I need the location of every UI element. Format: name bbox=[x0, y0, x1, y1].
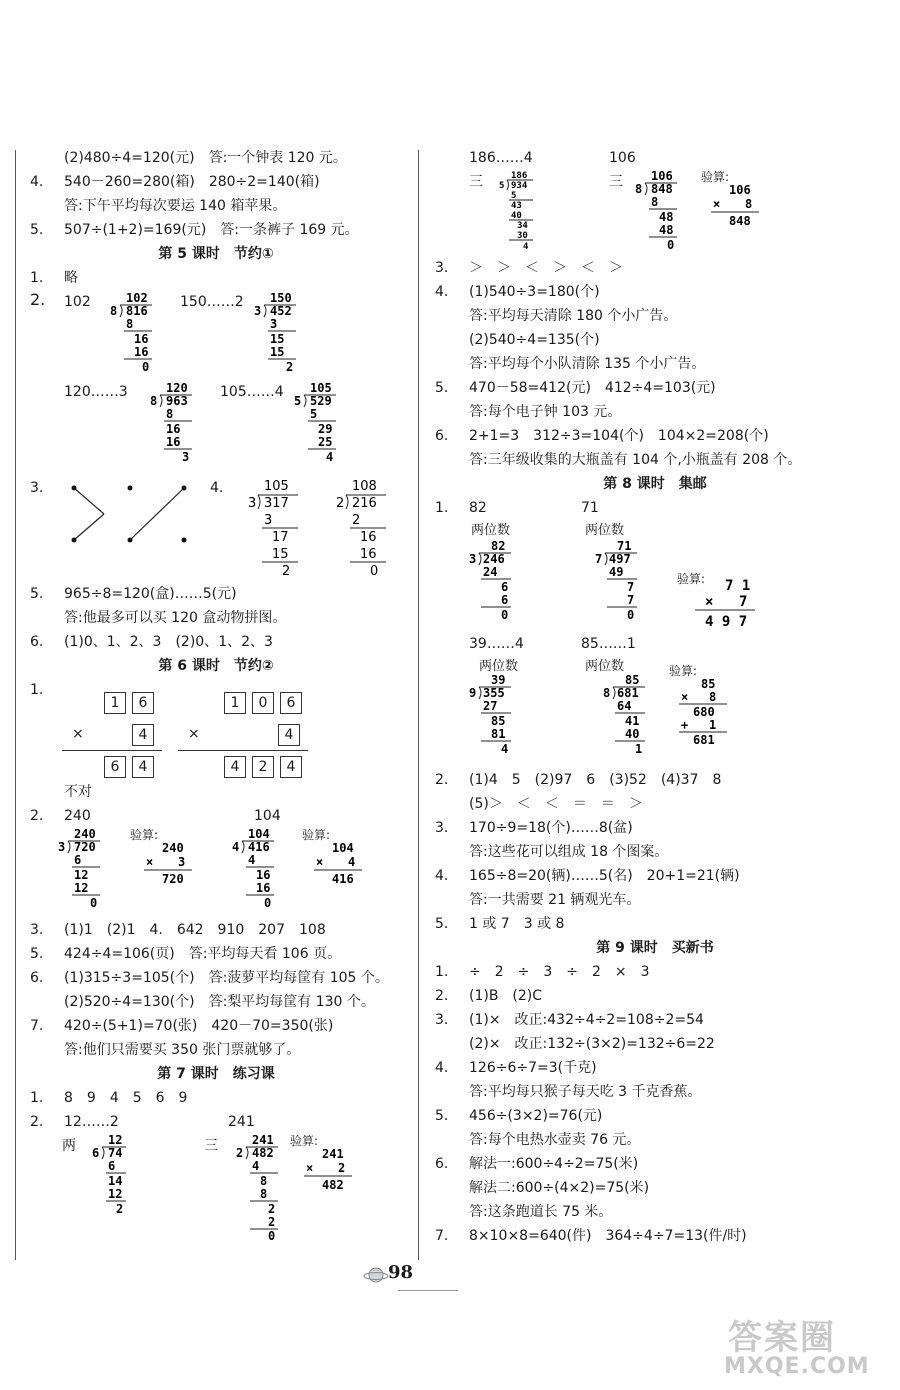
svg-text:102: 102 bbox=[126, 292, 148, 305]
division-check-block: 2. 12……2 241 两 12 6 74 6 14 12 2 三 241 2 482 4 8 8 2 2 0 验算: 241 × 2 482 bbox=[20, 1110, 412, 1242]
svg-text:680: 680 bbox=[693, 705, 715, 719]
check-multiplication bbox=[709, 182, 773, 232]
svg-text:3: 3 bbox=[248, 496, 257, 511]
digit-box: 4 bbox=[224, 756, 246, 778]
digit-box: 4 bbox=[132, 756, 154, 778]
svg-text:105: 105 bbox=[264, 479, 289, 494]
check-multiplication bbox=[689, 576, 761, 632]
svg-text:105: 105 bbox=[310, 382, 332, 395]
svg-text:8: 8 bbox=[150, 394, 158, 408]
svg-text:82: 82 bbox=[491, 540, 506, 553]
svg-text:355: 355 bbox=[483, 686, 505, 700]
svg-text:216: 216 bbox=[352, 496, 377, 511]
answer-line: 4. (1)540÷3=180(个) bbox=[435, 284, 600, 300]
svg-text:2: 2 bbox=[336, 496, 345, 511]
svg-text:8: 8 bbox=[745, 197, 753, 211]
digit-box: 4 bbox=[280, 756, 302, 778]
long-division-317-3 bbox=[246, 478, 326, 578]
long-division-720-3 bbox=[56, 828, 126, 916]
answer-line: 6. 2+1=3 312÷3=104(个) 104×2=208(个) bbox=[435, 428, 769, 444]
division-block: 186……4 106 三 186 5 934 5 43 40 34 30 4 三 106 8 848 8 48 48 0 验算: 106 × 8 848 bbox=[425, 146, 885, 256]
svg-text:2: 2 bbox=[338, 1161, 346, 1175]
svg-text:104: 104 bbox=[332, 841, 354, 855]
answer-line: 3. (1)1 (2)1 4. 642 910 207 108 bbox=[30, 922, 326, 938]
check-multiplication bbox=[312, 840, 376, 890]
svg-text:0: 0 bbox=[667, 238, 675, 252]
svg-text:934: 934 bbox=[511, 181, 528, 191]
svg-text:14: 14 bbox=[108, 1174, 123, 1188]
svg-text:4: 4 bbox=[232, 840, 240, 854]
svg-text:240: 240 bbox=[74, 828, 96, 841]
svg-text:48: 48 bbox=[659, 210, 674, 224]
svg-text:3: 3 bbox=[264, 513, 273, 528]
footer-rule bbox=[398, 1290, 458, 1291]
lesson-heading: 第 6 课时 节约② bbox=[158, 658, 274, 674]
svg-text:720: 720 bbox=[162, 872, 184, 886]
svg-text:15: 15 bbox=[272, 547, 289, 562]
matching-lines bbox=[64, 480, 204, 550]
long-division-246-3 bbox=[467, 540, 537, 630]
svg-text:8: 8 bbox=[709, 690, 717, 704]
answer-line: 4. 165÷8=20(辆)……5(名) 20+1=21(辆) bbox=[435, 868, 740, 884]
answer-line: (2)520÷4=130(个) 答:梨平均每筐有 130 个。 bbox=[64, 994, 375, 1010]
svg-text:120: 120 bbox=[166, 382, 188, 395]
answer-line: 答:他最多可以买 120 盒动物拼图。 bbox=[64, 610, 287, 626]
svg-text:16: 16 bbox=[360, 547, 377, 562]
svg-text:15: 15 bbox=[270, 332, 285, 346]
svg-text:482: 482 bbox=[322, 1178, 344, 1192]
svg-text:2: 2 bbox=[236, 1146, 244, 1160]
division-block: 2. 102 150……2 102 8 816 8 16 16 0 150 3 452 3 15 15 2 bbox=[20, 290, 412, 380]
svg-text:8: 8 bbox=[126, 317, 134, 331]
answer-line: 解法二:600÷(4×2)=75(米) bbox=[469, 1180, 650, 1196]
svg-text:5: 5 bbox=[294, 394, 302, 408]
answer-line: 3. 170÷9=18(个)……8(盆) bbox=[435, 820, 633, 836]
answer-line: 答:平均每个小队清除 135 个小广告。 bbox=[469, 356, 706, 372]
answer-line: 答:下午平均每次要运 140 箱苹果。 bbox=[64, 198, 287, 214]
svg-text:7: 7 bbox=[739, 594, 748, 610]
svg-text:0: 0 bbox=[501, 608, 509, 622]
svg-text:5: 5 bbox=[511, 191, 517, 201]
digit-box: 6 bbox=[104, 756, 126, 778]
svg-text:0: 0 bbox=[627, 608, 635, 622]
answer-line: (2)480÷4=120(元) 答:一个钟表 120 元。 bbox=[64, 150, 347, 166]
svg-text:40: 40 bbox=[625, 727, 640, 741]
box-row bbox=[104, 756, 154, 778]
digit-box: 6 bbox=[280, 692, 302, 714]
svg-text:5: 5 bbox=[499, 181, 505, 191]
check-multiplication bbox=[671, 678, 741, 764]
answer-line: 5. 424÷4=106(页) 答:平均每天看 106 页。 bbox=[30, 946, 342, 962]
svg-text:6: 6 bbox=[501, 580, 509, 594]
svg-text:×: × bbox=[146, 855, 154, 869]
svg-text:16: 16 bbox=[134, 345, 149, 359]
svg-text:0: 0 bbox=[90, 896, 98, 910]
svg-text:3: 3 bbox=[254, 304, 262, 318]
svg-text:2: 2 bbox=[352, 513, 361, 528]
box-row bbox=[132, 724, 154, 746]
long-division-355-9 bbox=[467, 674, 537, 764]
svg-text:1: 1 bbox=[709, 718, 717, 732]
box-row bbox=[224, 756, 302, 778]
svg-text:16: 16 bbox=[256, 868, 271, 882]
svg-text:106: 106 bbox=[729, 183, 751, 197]
svg-text:49: 49 bbox=[609, 565, 624, 579]
svg-text:3: 3 bbox=[178, 855, 186, 869]
svg-text:6: 6 bbox=[92, 1146, 100, 1160]
answer-line: 1. 略 bbox=[30, 270, 78, 286]
svg-text:8: 8 bbox=[603, 686, 611, 700]
answer-line: (2)× 改正:132÷(3×2)=132÷6=22 bbox=[469, 1036, 715, 1052]
svg-text:452: 452 bbox=[270, 304, 292, 318]
svg-text:482: 482 bbox=[252, 1146, 274, 1160]
box-row bbox=[104, 692, 154, 714]
answer-line: 2. (1)B (2)C bbox=[435, 988, 543, 1004]
svg-text:48: 48 bbox=[659, 223, 674, 237]
svg-text:7 1: 7 1 bbox=[725, 578, 751, 594]
answer-line: (5)＞ ＜ ＜ ＝ ＝ ＞ bbox=[469, 796, 643, 812]
answer-line: 5. 965÷8=120(盒)……5(元) bbox=[30, 586, 237, 602]
answer-line: 1. ÷ 2 ÷ 3 ÷ 2 × 3 bbox=[435, 964, 650, 980]
answer-line: 答:平均每只猴子每天吃 3 千克香蕉。 bbox=[469, 1084, 702, 1100]
check-multiplication bbox=[302, 1146, 366, 1196]
svg-text:+: + bbox=[681, 718, 689, 732]
svg-text:2: 2 bbox=[116, 1202, 124, 1216]
answer-line: 5. 507÷(1+2)=169(元) 答:一条裤子 169 元。 bbox=[30, 222, 359, 238]
check-multiplication bbox=[142, 840, 206, 890]
svg-text:4: 4 bbox=[348, 855, 356, 869]
svg-text:43: 43 bbox=[511, 201, 522, 211]
svg-text:12: 12 bbox=[74, 868, 89, 882]
svg-text:64: 64 bbox=[617, 699, 632, 713]
svg-text:6: 6 bbox=[108, 1159, 116, 1173]
svg-text:681: 681 bbox=[693, 733, 715, 747]
answer-line: 答:一共需要 21 辆观光车。 bbox=[469, 892, 641, 908]
svg-text:16: 16 bbox=[134, 332, 149, 346]
watermark-text: 答案圈 bbox=[728, 1318, 836, 1358]
answer-line: 答:每个电热水壶卖 76 元。 bbox=[469, 1132, 641, 1148]
svg-text:416: 416 bbox=[332, 872, 354, 886]
planet-icon bbox=[363, 1265, 389, 1285]
svg-text:41: 41 bbox=[625, 714, 640, 728]
digit-box: 6 bbox=[132, 692, 154, 714]
svg-text:16: 16 bbox=[166, 435, 181, 449]
right-column bbox=[425, 146, 885, 1248]
digit-box: 1 bbox=[224, 692, 246, 714]
svg-text:9: 9 bbox=[469, 686, 477, 700]
left-column bbox=[20, 146, 412, 1242]
svg-text:246: 246 bbox=[483, 552, 505, 566]
answer-line: (2)540÷4=135(个) bbox=[469, 332, 600, 348]
svg-text:×: × bbox=[681, 690, 689, 704]
svg-text:×: × bbox=[316, 855, 324, 869]
svg-text:8: 8 bbox=[260, 1174, 268, 1188]
svg-text:17: 17 bbox=[272, 530, 289, 545]
svg-text:8: 8 bbox=[110, 304, 118, 318]
svg-text:241: 241 bbox=[322, 1147, 344, 1161]
svg-text:12: 12 bbox=[108, 1134, 123, 1147]
svg-text:3: 3 bbox=[469, 552, 477, 566]
svg-text:16: 16 bbox=[166, 422, 181, 436]
column-divider bbox=[418, 150, 419, 1260]
digit-box: 1 bbox=[104, 692, 126, 714]
svg-text:×: × bbox=[713, 197, 721, 211]
answer-line: 3. ＞ ＞ ＜ ＞ ＜ ＞ bbox=[435, 260, 623, 276]
svg-text:2: 2 bbox=[286, 360, 294, 374]
long-division-816-8 bbox=[108, 292, 178, 374]
digit-box: 2 bbox=[252, 756, 274, 778]
answer-line: 6. (1)315÷3=105(个) 答:菠萝平均每筐有 105 个。 bbox=[30, 970, 389, 986]
svg-text:16: 16 bbox=[256, 881, 271, 895]
svg-text:8: 8 bbox=[166, 407, 174, 421]
svg-text:71: 71 bbox=[617, 540, 632, 553]
svg-text:6: 6 bbox=[74, 853, 82, 867]
svg-text:12: 12 bbox=[108, 1187, 123, 1201]
svg-text:74: 74 bbox=[108, 1146, 123, 1160]
svg-text:85: 85 bbox=[701, 678, 716, 691]
svg-text:8: 8 bbox=[651, 195, 659, 209]
times-sign: × bbox=[72, 726, 84, 742]
svg-text:317: 317 bbox=[264, 496, 289, 511]
long-division-497-7 bbox=[593, 540, 663, 630]
long-division-681-8 bbox=[601, 674, 671, 764]
lesson-heading: 第 8 课时 集邮 bbox=[603, 476, 707, 492]
svg-text:6: 6 bbox=[501, 593, 509, 607]
svg-text:4: 4 bbox=[326, 450, 334, 464]
long-division-963-8 bbox=[148, 382, 218, 474]
svg-text:15: 15 bbox=[270, 345, 285, 359]
svg-text:0: 0 bbox=[268, 1229, 276, 1242]
digit-box: 0 bbox=[252, 692, 274, 714]
svg-text:25: 25 bbox=[318, 435, 333, 449]
long-division-934-5 bbox=[497, 170, 547, 254]
division-check-block: 1. 82 71 两位数 82 3 246 24 6 6 0 两位数 71 7 497 49 7 7 0 验算: 7 1 × 7 4 9 7 bbox=[425, 496, 885, 632]
long-division-529-5 bbox=[292, 382, 362, 474]
svg-text:816: 816 bbox=[126, 304, 148, 318]
svg-text:848: 848 bbox=[651, 182, 673, 196]
digit-box: 4 bbox=[278, 724, 300, 746]
answer-line: 1. 8 9 4 5 6 9 bbox=[30, 1090, 188, 1106]
box-row bbox=[224, 692, 302, 714]
division-check-block: 2. 240 104 240 3 720 6 12 12 0 验算: 240 × 3 720 104 4 416 4 16 16 0 验算: 104 × 4 416 bbox=[20, 804, 412, 918]
answer-line: 2. (1)4 5 (2)97 6 (3)52 (4)37 8 bbox=[435, 772, 722, 788]
svg-text:4: 4 bbox=[523, 242, 529, 252]
svg-text:7: 7 bbox=[627, 593, 635, 607]
svg-text:3: 3 bbox=[58, 840, 66, 854]
svg-text:0: 0 bbox=[142, 360, 150, 374]
svg-text:3: 3 bbox=[182, 450, 190, 464]
svg-text:416: 416 bbox=[248, 840, 270, 854]
lesson-heading: 第 9 课时 买新书 bbox=[596, 940, 714, 956]
svg-text:29: 29 bbox=[318, 422, 333, 436]
watermark bbox=[718, 1310, 893, 1385]
svg-text:963: 963 bbox=[166, 394, 188, 408]
svg-text:0: 0 bbox=[370, 564, 379, 578]
svg-text:4: 4 bbox=[501, 742, 509, 756]
watermark-domain: MXQE.COM bbox=[724, 1354, 870, 1379]
svg-text:108: 108 bbox=[352, 479, 377, 494]
rule bbox=[62, 750, 162, 751]
svg-text:3: 3 bbox=[270, 317, 278, 331]
svg-text:240: 240 bbox=[162, 841, 184, 855]
svg-text:104: 104 bbox=[248, 828, 270, 841]
svg-text:681: 681 bbox=[617, 686, 639, 700]
answer-line: 3. (1)× 改正:432÷4÷2=108÷2=54 bbox=[435, 1012, 704, 1028]
svg-text:2: 2 bbox=[268, 1215, 276, 1229]
svg-text:4: 4 bbox=[248, 853, 256, 867]
long-division-74-6 bbox=[90, 1134, 150, 1218]
svg-text:848: 848 bbox=[729, 214, 751, 228]
times-sign: × bbox=[188, 726, 200, 742]
svg-text:×: × bbox=[705, 594, 714, 610]
svg-text:39: 39 bbox=[491, 674, 506, 687]
svg-text:24: 24 bbox=[483, 565, 498, 579]
answer-line: 答:平均每天清除 180 个小广告。 bbox=[469, 308, 678, 324]
division-block: 120……3 105……4 120 8 963 8 16 16 3 105 5 529 5 29 25 4 bbox=[20, 380, 412, 476]
svg-text:85: 85 bbox=[491, 714, 506, 728]
svg-text:2: 2 bbox=[268, 1202, 276, 1216]
answer-line: 4. 540－260=280(箱) 280÷2=140(箱) bbox=[30, 174, 320, 190]
svg-text:0: 0 bbox=[264, 896, 272, 910]
svg-text:106: 106 bbox=[651, 170, 673, 183]
answer-line: 5. 1 或 7 3 或 8 bbox=[435, 916, 565, 932]
svg-text:529: 529 bbox=[310, 394, 332, 408]
svg-text:2: 2 bbox=[282, 564, 291, 578]
svg-text:720: 720 bbox=[74, 840, 96, 854]
answer-line: 答:这条跑道长 75 米。 bbox=[469, 1204, 613, 1220]
svg-text:16: 16 bbox=[360, 530, 377, 545]
svg-text:27: 27 bbox=[483, 699, 498, 713]
svg-text:34: 34 bbox=[517, 221, 528, 231]
long-division-482-2 bbox=[234, 1134, 304, 1242]
rule bbox=[178, 750, 308, 751]
division-check-block: 39……4 85……1 两位数 39 9 355 27 85 81 4 两位数 85 8 681 64 41 40 1 验算: 85 × 8 680 + 1 681 bbox=[425, 632, 885, 768]
svg-text:8: 8 bbox=[260, 1187, 268, 1201]
svg-text:×: × bbox=[306, 1161, 314, 1175]
svg-text:40: 40 bbox=[511, 211, 522, 221]
svg-text:7: 7 bbox=[595, 552, 603, 566]
svg-text:7: 7 bbox=[627, 580, 635, 594]
svg-text:30: 30 bbox=[517, 231, 528, 241]
svg-text:1: 1 bbox=[635, 742, 643, 756]
answer-line: 6. 解法一:600÷4÷2=75(米) bbox=[435, 1156, 639, 1172]
svg-text:4: 4 bbox=[252, 1159, 260, 1173]
svg-text:4 9 7: 4 9 7 bbox=[705, 614, 748, 630]
box-row bbox=[278, 724, 300, 746]
svg-text:8: 8 bbox=[635, 182, 643, 196]
answer-line: 6. (1)0、1、2、3 (2)0、1、2、3 bbox=[30, 634, 273, 650]
long-division-216-2 bbox=[334, 478, 414, 578]
svg-text:186: 186 bbox=[511, 171, 528, 181]
answer-line: 答:这些花可以组成 18 个图案。 bbox=[469, 844, 669, 860]
answer-line: 答:三年级收集的大瓶盖有 104 个,小瓶盖有 208 个。 bbox=[469, 452, 802, 468]
answer-line: 7. 8×10×8=640(件) 364÷4÷7=13(件/时) bbox=[435, 1228, 747, 1244]
answer-line: 不对 bbox=[64, 784, 92, 800]
lesson-heading: 第 7 课时 练习课 bbox=[157, 1066, 275, 1082]
matching-and-division-block: 3. 4. 105 3 317 3 17 15 2 108 2 216 2 16 16 0 bbox=[20, 476, 412, 582]
svg-text:150: 150 bbox=[270, 292, 292, 305]
long-division-848-8 bbox=[633, 170, 703, 254]
answer-line: 答:他们只需要买 350 张门票就够了。 bbox=[64, 1042, 301, 1058]
svg-text:12: 12 bbox=[74, 881, 89, 895]
answer-line: 5. 456÷(3×2)=76(元) bbox=[435, 1108, 603, 1124]
svg-text:85: 85 bbox=[625, 674, 640, 687]
answer-line: 7. 420÷(5+1)=70(张) 420－70=350(张) bbox=[30, 1018, 334, 1034]
svg-text:497: 497 bbox=[609, 552, 631, 566]
left-margin-rule bbox=[15, 150, 16, 1260]
answer-line: 5. 470－58=412(元) 412÷4=103(元) bbox=[435, 380, 716, 396]
svg-text:81: 81 bbox=[491, 727, 506, 741]
digit-box: 4 bbox=[132, 724, 154, 746]
svg-text:5: 5 bbox=[310, 407, 318, 421]
multiplication-boxes: 1. 1 6 × 4 6 4 1 0 6 × 4 4 2 4 bbox=[20, 678, 412, 780]
lesson-heading: 第 5 课时 节约① bbox=[158, 246, 274, 262]
answer-line: 答:每个电子钟 103 元。 bbox=[469, 404, 622, 420]
svg-text:241: 241 bbox=[252, 1134, 274, 1147]
long-division-452-3 bbox=[252, 292, 322, 374]
answer-line: 4. 126÷6÷7=3(千克) bbox=[435, 1060, 597, 1076]
page-number: 98 bbox=[388, 1262, 414, 1283]
long-division-416-4 bbox=[230, 828, 300, 916]
